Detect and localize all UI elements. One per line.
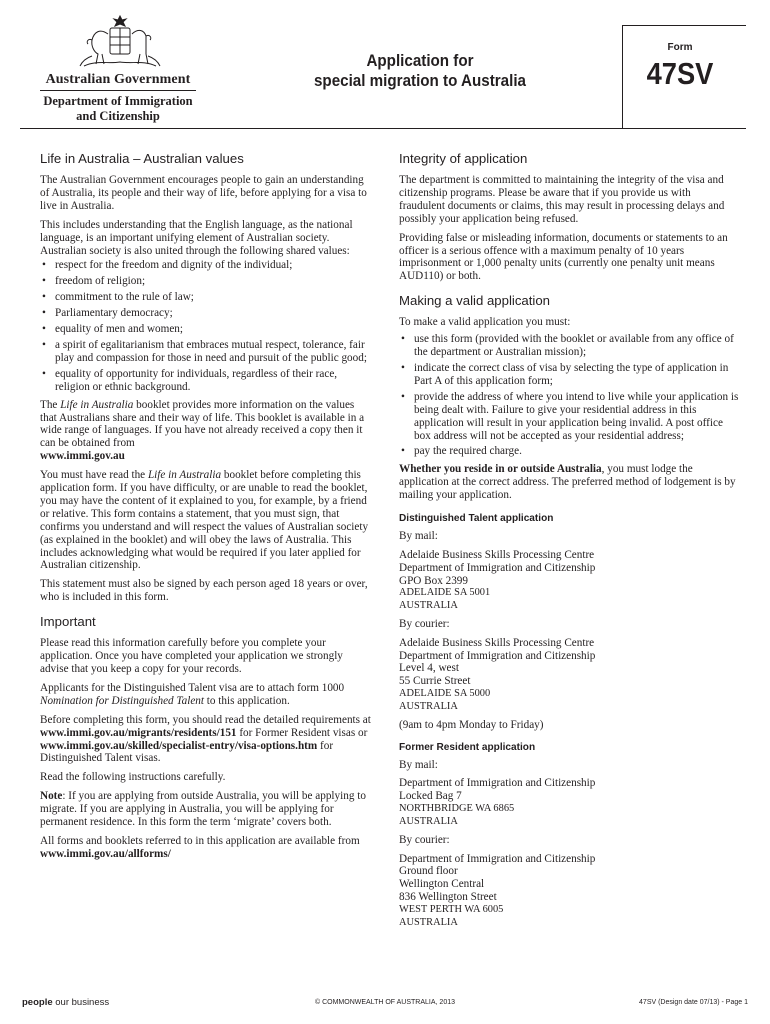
address-line: ADELAIDE SA 5001 <box>399 587 491 599</box>
address-line: 836 Wellington Street <box>399 890 497 903</box>
list-item: • a spirit of egalitarianism that embraces mutual respect, tolerance, fair play and compassion for those in need and pursuit of the public good; <box>40 339 373 365</box>
forms-paragraph: All forms and booklets referred to in this application are available from www.immi.gov.au/allforms/ <box>40 834 360 860</box>
dt-mail-address <box>399 549 739 613</box>
valid-list <box>399 333 739 458</box>
integrity-paragraph-1: The department is committed to maintaining the integrity of the visa and citizenship programs. Please be aware that if you provide us with fraudulent documents or claims, this may result in processing delays and possibly your application being refused. <box>399 174 725 225</box>
dt-courier-label: By courier: <box>399 617 450 630</box>
note-label: Note <box>40 790 63 803</box>
signed-paragraph: This statement must also be signed by each person aged 18 years or over, who is included in this form. <box>40 578 368 604</box>
read-booklet-paragraph: You must have read the Life in Australia booklet before completing this application form. If you have difficulty, or are unable to read the booklet, you may have the content of it explained to you, for example, by a friend or relative. This form contains a statement, that you must sign, that confirms you understand and will respect the values of Australian society (as explained in the booklet) and will obey the laws of Australia. This includes acknowledging what would be required if you later applied for Australian citizenship. <box>40 469 369 572</box>
fr-courier-label: By courier: <box>399 833 450 846</box>
list-item: • respect for the freedom and dignity of the individual; <box>40 259 373 272</box>
form-number: 47SV <box>646 56 714 91</box>
department-line-2: and Citizenship <box>76 109 160 123</box>
list-item: • provide the address of where you intend to live while your application is being dealt with. Failure to give your residential address in this application will result in your application being invalid. A post office box address will not be accepted as your residential address; <box>399 391 739 443</box>
former-resident-heading: Former Resident application <box>399 740 536 753</box>
reside-bold: Whether you reside in or outside Australia <box>399 463 602 476</box>
address-line: Department of Immigration and Citizenship <box>399 852 596 865</box>
talent-form-title: Nomination for Distinguished Talent <box>40 694 204 707</box>
address-line: Locked Bag 7 <box>399 790 462 803</box>
address-line: Adelaide Business Skills Processing Centre <box>399 548 595 561</box>
address-line: Department of Immigration and Citizenship <box>399 649 596 662</box>
address-line: Department of Immigration and Citizenship <box>399 561 596 574</box>
address-line: Ground floor <box>399 865 458 878</box>
dt-hours: (9am to 4pm Monday to Friday) <box>399 718 544 731</box>
page-title <box>282 51 558 91</box>
list-item: • freedom of religion; <box>40 275 373 288</box>
address-line: 55 Currie Street <box>399 675 471 688</box>
address-line: WEST PERTH WA 6005 <box>399 903 504 915</box>
title-line-2: special migration to Australia <box>313 72 527 90</box>
booklet-title: Life in Australia <box>147 469 222 482</box>
address-line: NORTHBRIDGE WA 6865 <box>399 803 515 815</box>
footer-copyright: © COMMONWEALTH OF AUSTRALIA, 2013 <box>315 999 455 1006</box>
important-heading: Important <box>40 614 96 630</box>
header-divider <box>20 128 746 129</box>
important-paragraph: Please read this information carefully before you complete your application. Once you have completed your application we strongly advise that you keep a copy for your records. <box>40 637 343 675</box>
footer-page-info: 47SV (Design date 07/13) - Page 1 <box>639 999 748 1006</box>
form-box-top-border <box>622 25 746 26</box>
integrity-heading: Integrity of application <box>399 151 528 166</box>
address-line: Adelaide Business Skills Processing Centre <box>399 636 595 649</box>
government-name: Australian Government <box>45 72 191 87</box>
values-list <box>40 259 373 393</box>
distinguished-talent-heading: Distinguished Talent application <box>399 512 554 525</box>
department-name <box>40 94 196 124</box>
left-column <box>40 151 373 867</box>
values-paragraph-1: The Australian Government encourages people to gain an understanding of Australia, its people and their way of life, before applying for a visa to live in Australia. <box>40 174 367 212</box>
list-item: • equality of opportunity for individuals, regardless of their race, religion or ethnic background. <box>40 368 373 394</box>
department-line-1: Department of Immigration <box>43 94 193 108</box>
right-column <box>399 151 739 934</box>
address-line: Wellington Central <box>399 878 485 891</box>
note-paragraph: Note: If you are applying from outside Australia, you will be applying to migrate. If you are applying in Australia, you will be applying for permanent residence. In this form the term ‘migrate’ covers both. <box>40 790 366 829</box>
form-label: Form <box>667 42 693 53</box>
list-item: • indicate the correct class of visa by selecting the type of application in Part A of this application form; <box>399 362 739 388</box>
list-item: • pay the required charge. <box>399 445 739 458</box>
list-item: • equality of men and women; <box>40 323 373 336</box>
title-line-1: Application for <box>366 52 474 70</box>
list-item: • use this form (provided with the booklet or available from any office of the department or Australian mission); <box>399 333 739 359</box>
address-line: AUSTRALIA <box>399 600 458 612</box>
address-line: ADELAIDE SA 5000 <box>399 688 491 700</box>
address-line: AUSTRALIA <box>399 916 458 928</box>
booklet-paragraph: The Life in Australia booklet provides more information on the values that Australians share and their way of life. This booklet is available in a wide range of languages. If you have not already received a copy then it can be obtained from www.immi.gov.au <box>40 398 365 463</box>
allforms-link[interactable]: www.immi.gov.au/allforms/ <box>40 847 171 860</box>
valid-intro: To make a valid application you must: <box>399 316 571 329</box>
dt-mail-label: By mail: <box>399 530 438 543</box>
former-resident-link[interactable]: www.immi.gov.au/migrants/residents/151 <box>40 726 237 739</box>
address-line: Level 4, west <box>399 662 459 675</box>
fr-courier-address <box>399 853 739 930</box>
form-box-left-border <box>622 25 623 129</box>
values-heading: Life in Australia – Australian values <box>40 151 244 166</box>
distinguished-talent-link[interactable]: www.immi.gov.au/skilled/specialist-entry/visa-options.htm <box>40 739 318 752</box>
address-line: Department of Immigration and Citizenship <box>399 777 596 790</box>
booklet-title: Life in Australia <box>60 398 134 411</box>
immi-link[interactable]: www.immi.gov.au <box>40 450 125 463</box>
address-line: AUSTRALIA <box>399 700 458 712</box>
coat-of-arms-logo <box>72 14 168 72</box>
list-item: • Parliamentary democracy; <box>40 307 373 320</box>
talent-paragraph: Applicants for the Distinguished Talent visa are to attach form 1000 Nomination for Distinguished Talent to this application. <box>40 681 345 707</box>
fr-mail-address <box>399 777 739 828</box>
fr-mail-label: By mail: <box>399 758 438 771</box>
valid-application-heading: Making a valid application <box>399 293 551 309</box>
footer-brand-bold: people <box>22 997 53 1008</box>
address-line: GPO Box 2399 <box>399 574 468 587</box>
dt-courier-address <box>399 637 739 714</box>
instructions-paragraph: Read the following instructions carefully. <box>40 771 226 784</box>
logo-divider <box>40 90 196 91</box>
address-line: AUSTRALIA <box>399 815 458 827</box>
integrity-paragraph-2: Providing false or misleading information, documents or statements to an officer is a serious offence with a maximum penalty of 10 years imprisonment or 1,000 penalty units (currently one penalty unit means AUD110) or both. <box>399 231 728 283</box>
footer-brand-rest: our business <box>52 997 110 1008</box>
lodgement-paragraph: Whether you reside in or outside Australia, you must lodge the application at the correct address. The preferred method of lodgement is by mailing your application. <box>399 463 736 502</box>
values-paragraph-2: This includes understanding that the English language, as the national language, is an important unifying element of Australian society. Australian society is also united through the following shared values: <box>40 218 353 257</box>
requirements-paragraph: Before completing this form, you should read the detailed requirements at www.immi.gov.au/migrants/residents/151 for Former Resident visas or www.immi.gov.au/skilled/specialist-entry/visa-options.htm for Distinguished Talent visas. <box>40 713 371 765</box>
list-item: • commitment to the rule of law; <box>40 291 373 304</box>
